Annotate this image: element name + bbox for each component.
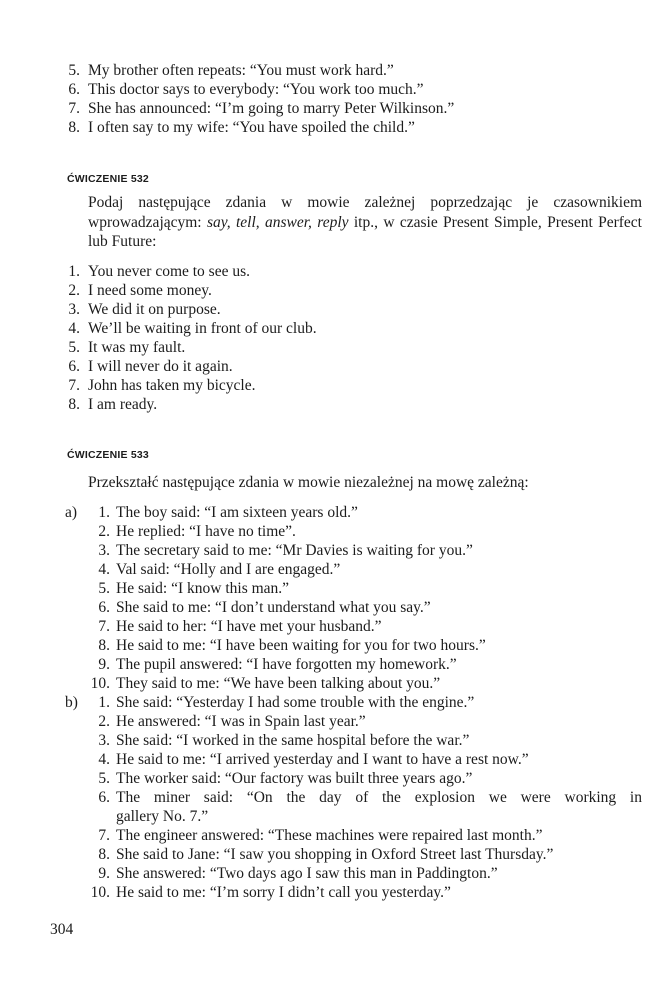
item-text: We did it on purpose. <box>88 301 221 318</box>
item-text: He answered: “I was in Spain last year.” <box>116 713 366 730</box>
item-text: We’ll be waiting in front of our club. <box>88 320 317 337</box>
item-number: 7. <box>98 827 110 844</box>
item-number: 2. <box>68 282 80 299</box>
item-number: 3. <box>98 732 110 749</box>
item-number: 8. <box>98 637 110 654</box>
item-number: 5. <box>98 580 110 597</box>
item-number: 6. <box>68 358 80 375</box>
item-number: 4. <box>68 320 80 337</box>
item-number: 7. <box>68 377 80 394</box>
instruction-italic-verbs: say, tell, answer, reply <box>206 213 349 231</box>
item-number: 4. <box>98 561 110 578</box>
item-number: 3. <box>98 542 110 559</box>
item-text: She said to Jane: “I saw you shopping in Oxford Street last Thursday.” <box>116 846 554 863</box>
item-text: He said to me: “I have been waiting for you for two hours.” <box>116 637 486 654</box>
item-text: They said to me: “We have been talking about you.” <box>116 675 441 692</box>
item-text: The secretary said to me: “Mr Davies is waiting for you.” <box>116 542 473 559</box>
item-number: 8. <box>68 396 80 413</box>
item-number: 10. <box>90 675 110 692</box>
item-text: He said: “I know this man.” <box>116 580 290 597</box>
item-number: 5. <box>68 339 80 356</box>
exercise-instruction <box>88 193 642 252</box>
item-number: 1. <box>98 504 110 521</box>
item-text: The worker said: “Our factory was built three years ago.” <box>116 770 473 787</box>
item-text: She said to me: “I don’t understand what you say.” <box>116 599 431 616</box>
item-number: 3. <box>68 301 80 318</box>
page-number: 304 <box>50 921 74 938</box>
exercise-heading: ĆWICZENIE 532 <box>67 173 149 185</box>
instruction-text: Przekształć następujące zdania w mowie niezależnej na mowę zależną: <box>88 474 529 491</box>
item-text: I often say to my wife: “You have spoiled the child.” <box>88 119 415 136</box>
item-text: The engineer answered: “These machines were repaired last month.” <box>116 827 543 844</box>
item-text: I need some money. <box>88 282 212 299</box>
item-number: 2. <box>98 713 110 730</box>
item-text: He replied: “I have no time”. <box>116 523 296 540</box>
item-number: 5. <box>68 62 80 79</box>
item-number: 6. <box>68 81 80 98</box>
item-text: He said to me: “I arrived yesterday and I want to have a rest now.” <box>116 751 529 768</box>
group-label: a) <box>65 504 78 521</box>
item-text: You never come to see us. <box>88 263 251 280</box>
exercise-heading: ĆWICZENIE 533 <box>67 449 149 461</box>
item-number: 4. <box>98 751 110 768</box>
instruction-text: itp., w czasie Present Simple, Present Perfect lub Future: <box>88 213 642 250</box>
item-text: It was my fault. <box>88 339 186 356</box>
item-number: 10. <box>90 884 110 901</box>
item-text: The pupil answered: “I have forgotten my homework.” <box>116 656 457 673</box>
item-text: The boy said: “I am sixteen years old.” <box>116 504 358 521</box>
item-number: 9. <box>98 656 110 673</box>
item-text: gallery No. 7.” <box>116 808 209 825</box>
item-text: I am ready. <box>88 396 158 413</box>
item-number: 1. <box>68 263 80 280</box>
item-number: 9. <box>98 865 110 882</box>
item-text: Val said: “Holly and I are engaged.” <box>116 561 341 578</box>
item-number: 7. <box>68 100 80 117</box>
item-text: The miner said: “On the day of the explosion we were working in <box>116 789 642 806</box>
item-text: I will never do it again. <box>88 358 233 375</box>
item-text: John has taken my bicycle. <box>88 377 256 394</box>
item-number: 8. <box>98 846 110 863</box>
item-number: 8. <box>68 119 80 136</box>
item-number: 2. <box>98 523 110 540</box>
item-text: My brother often repeats: “You must work hard.” <box>88 62 394 79</box>
item-text: She answered: “Two days ago I saw this man in Paddington.” <box>116 865 498 882</box>
group-label: b) <box>65 694 78 711</box>
item-number: 7. <box>98 618 110 635</box>
instruction-text: Podaj następujące zdania w mowie zależnej poprzedzając je czasownikiem wprowadzającym: <box>88 194 642 231</box>
item-text: He said to her: “I have met your husband.” <box>116 618 382 635</box>
item-text: She said: “I worked in the same hospital before the war.” <box>116 732 470 749</box>
item-number: 5. <box>98 770 110 787</box>
item-text: This doctor says to everybody: “You work too much.” <box>88 81 424 98</box>
item-text: She has announced: “I’m going to marry Peter Wilkinson.” <box>88 100 455 117</box>
item-number: 6. <box>98 789 110 806</box>
item-text: She said: “Yesterday I had some trouble with the engine.” <box>116 694 475 711</box>
item-number: 1. <box>98 694 110 711</box>
item-number: 6. <box>98 599 110 616</box>
item-text: He said to me: “I’m sorry I didn’t call you yesterday.” <box>116 884 451 901</box>
